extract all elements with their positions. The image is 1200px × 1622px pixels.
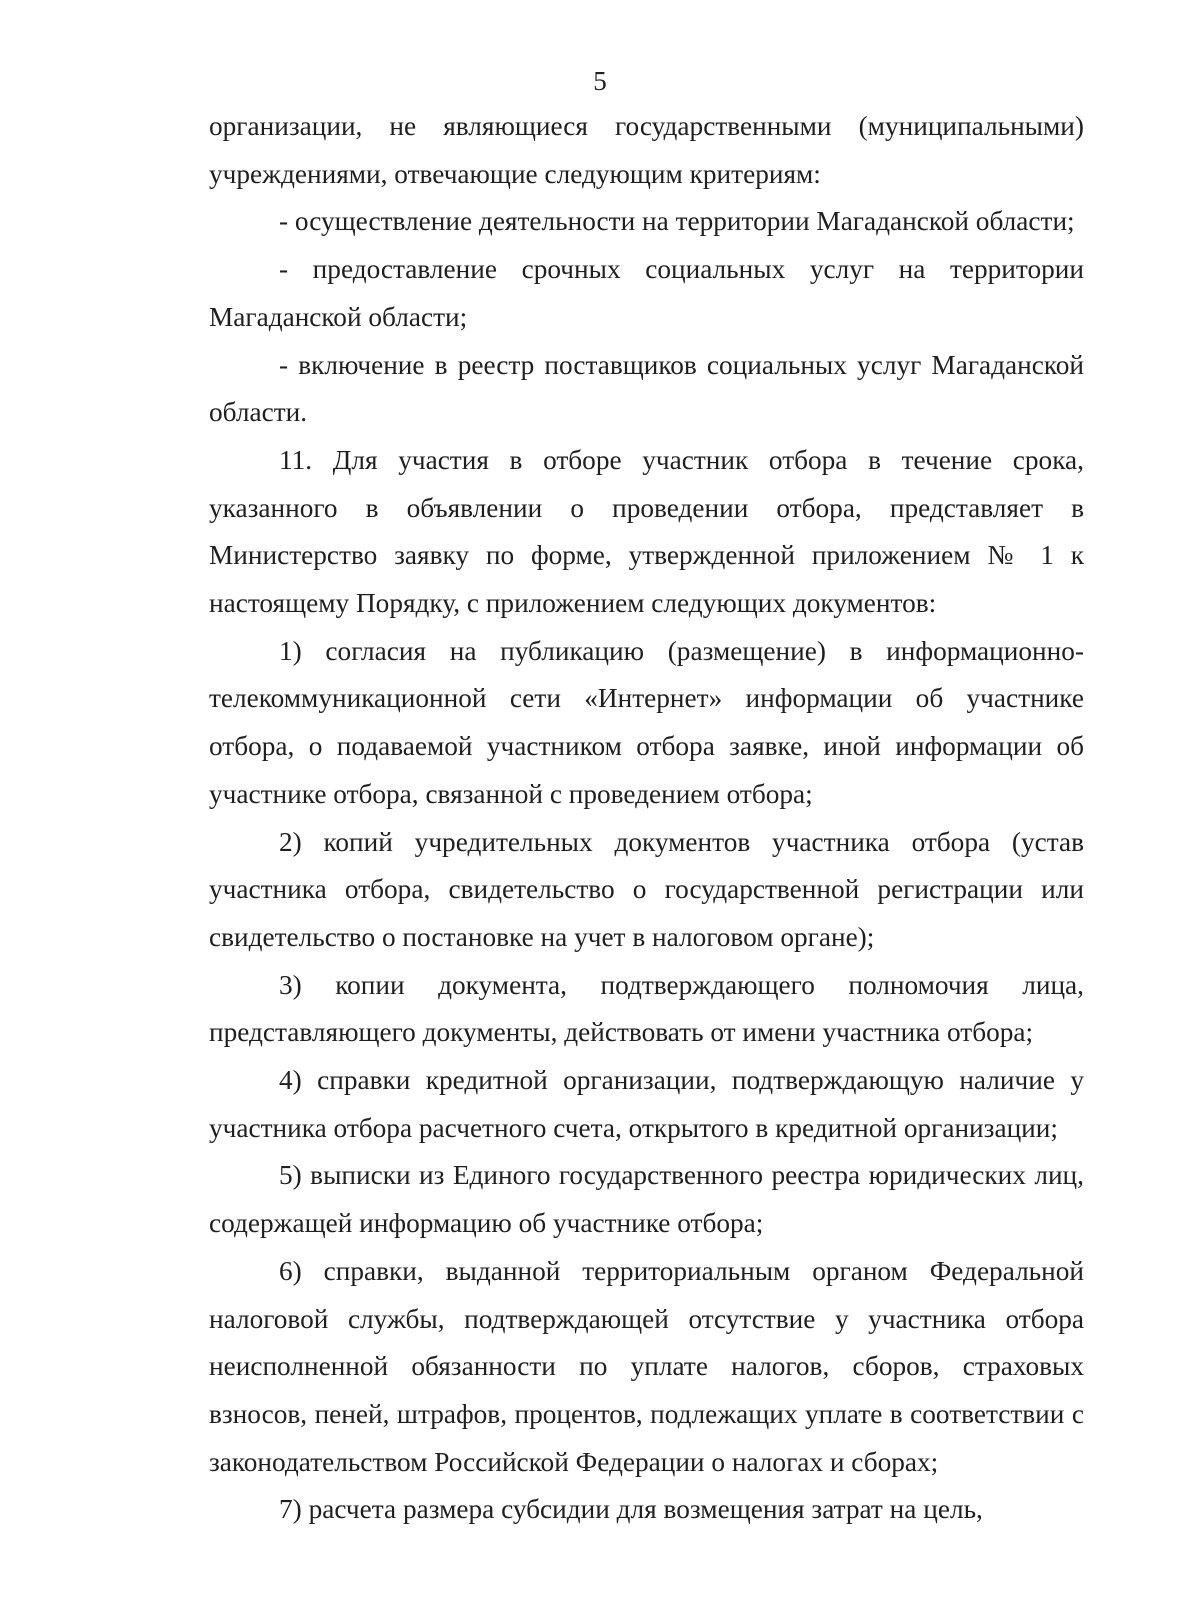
paragraph-item-2: 2) копий учредительных документов участника отбора (устав участника отбора, свидетельство о государственной регистрации или свидетельство о постановке на учет в налоговом органе); — [209, 826, 1084, 952]
paragraph-item-7: 7) расчета размера субсидии для возмещения затрат на цель, — [279, 1494, 983, 1525]
paragraph-item-3: 3) копии документа, подтверждающего полномочия лица, представляющего документы, действовать от имени участника отбора; — [209, 969, 1084, 1048]
page-number: 5 — [593, 66, 607, 96]
paragraph-item-5: 5) выписки из Единого государственного реестра юридических лиц, содержащей информацию об участнике отбора; — [209, 1160, 1084, 1239]
paragraph-criterion-urgent-services: - предоставление срочных социальных услуг на территории Магаданской области; — [209, 254, 1084, 332]
paragraph-item-4: 4) справки кредитной организации, подтверждающую наличие у участника отбора расчетного счета, открытого в кредитной организации; — [209, 1065, 1084, 1143]
document-body — [209, 103, 1084, 1534]
paragraph-item-6: 6) справки, выданной территориальным органом Федеральной налоговой службы, подтверждающей отсутствие у участника отбора неисполненной обязанности по уплате налогов, сборов, страховых взносов, пеней, штрафов, процентов, подлежащих уплате в соответствии с законодательством Российской Федерации о налогах и сборах; — [209, 1255, 1084, 1477]
paragraph-clause-11: 11. Для участия в отборе участник отбора в течение срока, указанного в объявлении о проведении отбора, представляет в Министерство заявку по форме, утвержденной приложением № 1 к настоящему Порядку, с приложением следующих документов: — [209, 444, 1084, 619]
paragraph-criterion-territory: - осуществление деятельности на территории Магаданской области; — [279, 206, 1075, 237]
paragraph-organizations-criteria: организации, не являющиеся государственными (муниципальными) учреждениями, отвечающие следующим критериям: — [209, 111, 1084, 189]
paragraph-item-1: 1) согласия на публикацию (размещение) в информационно-телекоммуникационной сети «Интернет» информации об участнике отбора, о подаваемой участником отбора заявке, иной информации об участнике отбора, связанной с проведением отбора; — [209, 635, 1084, 809]
paragraph-criterion-registry: - включение в реестр поставщиков социальных услуг Магаданской области. — [209, 349, 1084, 428]
